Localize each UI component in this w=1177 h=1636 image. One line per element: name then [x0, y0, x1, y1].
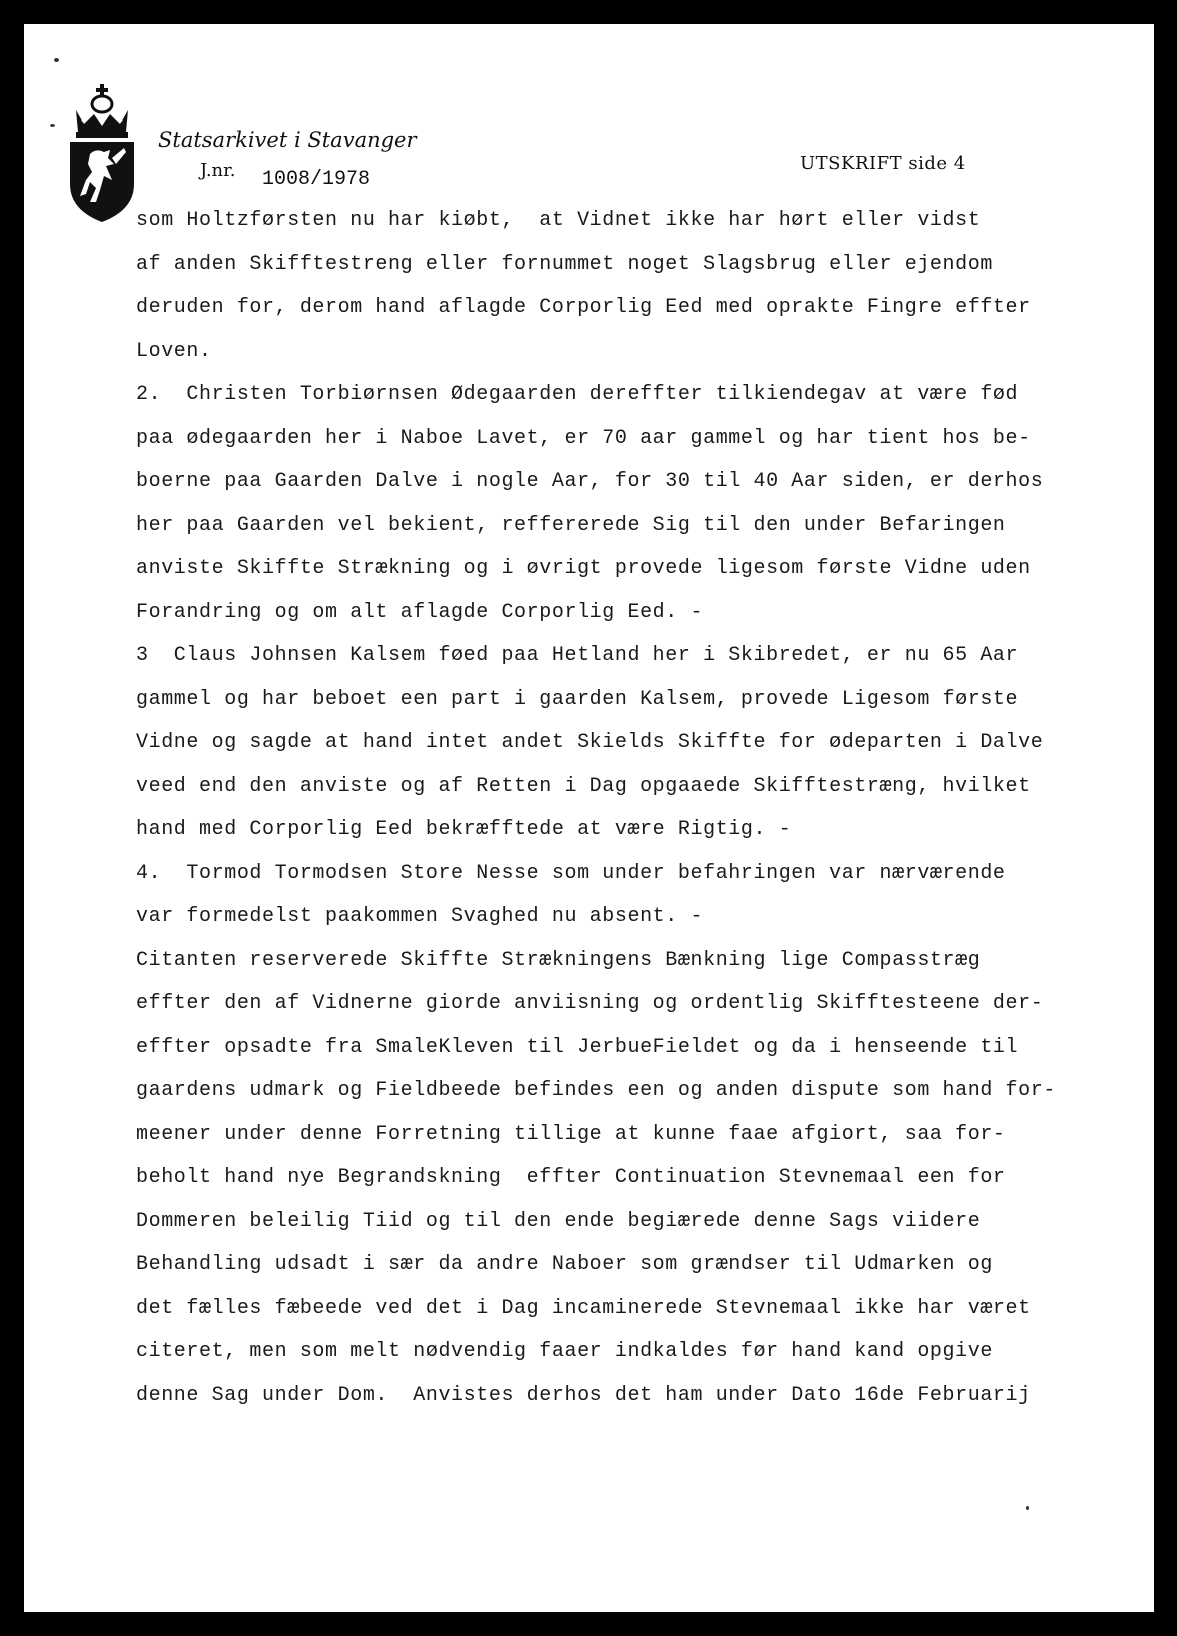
text-line: beholt hand nye Begrandskning effter Continuation Stevnemaal een for	[136, 1166, 1006, 1189]
journal-number-value: 1008/1978	[262, 168, 371, 191]
journal-number-label: J.nr.	[200, 160, 236, 181]
text-line: gaardens udmark og Fieldbeede befindes een og anden dispute som hand for-	[136, 1079, 1056, 1102]
text-line: anviste Skiffte Strækning og i øvrigt provede ligesom første Vidne uden	[136, 557, 1031, 580]
text-line: som Holtzførsten nu har kiøbt, at Vidnet ikke har hørt eller vidst	[136, 209, 981, 232]
text-line: 3 Claus Johnsen Kalsem føed paa Hetland her i Skibredet, er nu 65 Aar	[136, 644, 1019, 667]
text-line: citeret, men som melt nødvendig faaer indkaldes før hand kand opgive	[136, 1340, 993, 1363]
text-line: 4. Tormod Tormodsen Store Nesse som under befahringen var nærværende	[136, 861, 1006, 885]
text-line: Behandling udsadt i sær da andre Naboer som grændser til Udmarken og	[136, 1253, 993, 1276]
text-line: var formedelst paakommen Svaghed nu absent. -	[136, 905, 704, 928]
text-line: hand med Corporlig Eed bekræfftede at være Rigtig. -	[136, 818, 792, 841]
text-line: Dommeren beleilig Tiid og til den ende begiærede denne Sags viidere	[136, 1209, 981, 1233]
text-line: Citanten reserverede Skiffte Strækningens Bænkning lige Compasstræg	[136, 948, 981, 972]
transcript-body	[136, 199, 1116, 1417]
norwegian-coat-of-arms-icon	[66, 84, 140, 224]
text-line: denne Sag under Dom. Anvistes derhos det ham under Dato 16de Februarij	[136, 1383, 1031, 1407]
paper-speck	[50, 124, 55, 127]
text-line: effter opsadte fra SmaleKleven til JerbueFieldet og da i henseende til	[136, 1035, 1019, 1059]
text-line: 2. Christen Torbiørnsen Ødegaarden dereffter tilkiendegav at være fød	[136, 383, 1019, 406]
paper-speck	[1026, 1506, 1029, 1510]
text-line: boerne paa Gaarden Dalve i nogle Aar, for 30 til 40 Aar siden, er derhos	[136, 470, 1044, 493]
text-line: Vidne og sagde at hand intet andet Skields Skiffte for ødeparten i Dalve	[136, 731, 1044, 754]
text-line: af anden Skifftestreng eller fornummet noget Slagsbrug eller ejendom	[136, 252, 993, 276]
text-line: Loven.	[136, 339, 212, 363]
text-line: effter den af Vidnerne giorde anviisning og ordentlig Skifftesteene der-	[136, 992, 1044, 1015]
text-line: deruden for, derom hand aflagde Corporlig Eed med oprakte Fingre effter	[136, 296, 1031, 319]
text-line: Forandring og om alt aflagde Corporlig Eed. -	[136, 600, 704, 624]
transcript-page-heading: UTSKRIFT side 4	[800, 153, 966, 174]
archive-name: Statsarkivet i Stavanger	[158, 128, 417, 152]
text-line: det fælles fæbeede ved det i Dag incaminerede Stevnemaal ikke har været	[136, 1296, 1031, 1320]
text-line: her paa Gaarden vel bekient, reffererede Sig til den under Befaringen	[136, 513, 1006, 537]
text-line: paa ødegaarden her i Naboe Lavet, er 70 aar gammel og har tient hos be-	[136, 426, 1031, 450]
text-line: meener under denne Forretning tillige at kunne faae afgiort, saa for-	[136, 1122, 1006, 1146]
paper-speck	[54, 58, 59, 62]
text-line: gammel og har beboet een part i gaarden Kalsem, provede Ligesom første	[136, 687, 1019, 711]
text-line: veed end den anviste og af Retten i Dag opgaaede Skifftestræng, hvilket	[136, 774, 1031, 798]
